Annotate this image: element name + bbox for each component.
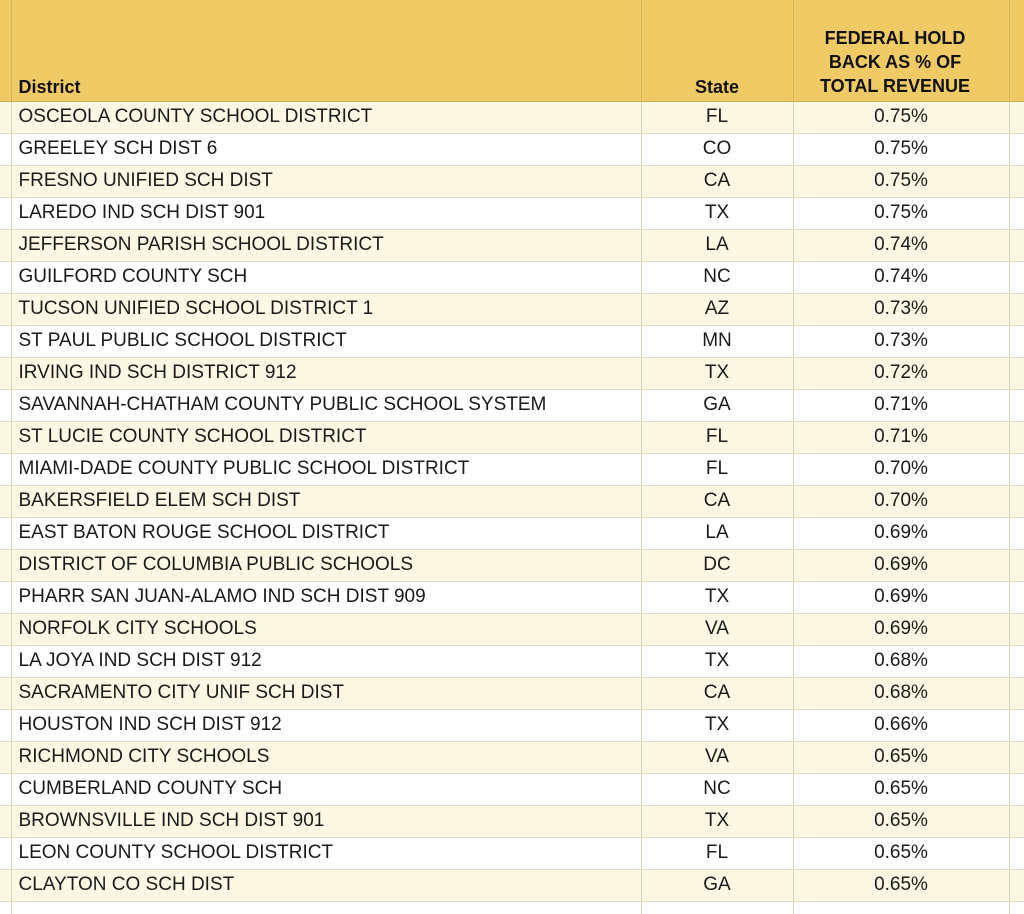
empty-cell[interactable] (1009, 101, 1024, 133)
empty-cell[interactable] (1009, 325, 1024, 357)
pct-cell[interactable]: 0.70% (793, 485, 1009, 517)
gutter-cell[interactable] (0, 453, 11, 485)
district-cell[interactable]: MIAMI-DADE COUNTY PUBLIC SCHOOL DISTRICT (11, 453, 641, 485)
pct-cell[interactable]: 0.72% (793, 357, 1009, 389)
state-cell[interactable]: TX (641, 805, 793, 837)
state-cell[interactable]: GA (641, 869, 793, 901)
table-row (0, 261, 1024, 293)
pct-cell[interactable]: 0.74% (793, 261, 1009, 293)
table-row (0, 357, 1024, 389)
pct-cell[interactable]: 0.71% (793, 389, 1009, 421)
pct-cell[interactable]: 0.73% (793, 293, 1009, 325)
empty-cell[interactable] (1009, 517, 1024, 549)
table-row (0, 421, 1024, 453)
district-cell[interactable]: FRESNO UNIFIED SCH DIST (11, 165, 641, 197)
table-row (0, 389, 1024, 421)
gutter-cell[interactable] (0, 709, 11, 741)
state-cell[interactable]: AZ (641, 293, 793, 325)
empty-cell[interactable] (793, 901, 1009, 914)
pct-cell[interactable]: 0.74% (793, 229, 1009, 261)
district-cell[interactable]: LA JOYA IND SCH DIST 912 (11, 645, 641, 677)
district-cell[interactable]: IRVING IND SCH DISTRICT 912 (11, 357, 641, 389)
empty-cell[interactable] (641, 901, 793, 914)
table-row (0, 805, 1024, 837)
district-cell[interactable]: GUILFORD COUNTY SCH (11, 261, 641, 293)
state-cell[interactable]: LA (641, 229, 793, 261)
table-row (0, 325, 1024, 357)
table-row (0, 741, 1024, 773)
state-cell[interactable]: VA (641, 741, 793, 773)
state-cell[interactable]: TX (641, 357, 793, 389)
pct-cell[interactable]: 0.65% (793, 773, 1009, 805)
table-row (0, 709, 1024, 741)
gutter-cell[interactable] (0, 549, 11, 581)
gutter-cell[interactable] (0, 773, 11, 805)
empty-cell[interactable] (1009, 165, 1024, 197)
table-row (0, 773, 1024, 805)
empty-cell[interactable] (1009, 453, 1024, 485)
table-row (0, 197, 1024, 229)
pct-cell[interactable]: 0.69% (793, 517, 1009, 549)
district-cell[interactable]: NORFOLK CITY SCHOOLS (11, 613, 641, 645)
table-row (0, 485, 1024, 517)
empty-cell[interactable] (1009, 581, 1024, 613)
gutter-cell[interactable] (0, 869, 11, 901)
district-cell[interactable]: DISTRICT OF COLUMBIA PUBLIC SCHOOLS (11, 549, 641, 581)
empty-cell[interactable] (1009, 389, 1024, 421)
table-row (0, 165, 1024, 197)
empty-cell[interactable] (1009, 805, 1024, 837)
gutter-cell[interactable] (0, 357, 11, 389)
table-row (0, 837, 1024, 869)
gutter-cell[interactable] (0, 517, 11, 549)
table-row (0, 869, 1024, 901)
state-cell[interactable]: TX (641, 645, 793, 677)
table-row (0, 133, 1024, 165)
table-row (0, 645, 1024, 677)
table-row (0, 229, 1024, 261)
pct-cell[interactable]: 0.65% (793, 805, 1009, 837)
table-row (0, 101, 1024, 133)
pct-cell[interactable]: 0.66% (793, 709, 1009, 741)
gutter-cell[interactable] (0, 101, 11, 133)
pct-cell[interactable]: 0.73% (793, 325, 1009, 357)
empty-cell[interactable] (0, 901, 11, 914)
pct-cell[interactable]: 0.69% (793, 613, 1009, 645)
pct-cell[interactable]: 0.69% (793, 581, 1009, 613)
gutter-cell[interactable] (0, 325, 11, 357)
gutter-cell[interactable] (0, 741, 11, 773)
empty-cell[interactable] (1009, 709, 1024, 741)
district-cell[interactable]: LAREDO IND SCH DIST 901 (11, 197, 641, 229)
pct-cell[interactable]: 0.75% (793, 133, 1009, 165)
district-cell[interactable]: SAVANNAH-CHATHAM COUNTY PUBLIC SCHOOL SYSTEM (11, 389, 641, 421)
district-cell[interactable]: JEFFERSON PARISH SCHOOL DISTRICT (11, 229, 641, 261)
empty-cell[interactable] (1009, 741, 1024, 773)
pct-cell[interactable]: 0.65% (793, 837, 1009, 869)
gutter-cell[interactable] (0, 293, 11, 325)
table-row (0, 613, 1024, 645)
pct-cell[interactable]: 0.70% (793, 453, 1009, 485)
table-row (0, 517, 1024, 549)
pct-cell[interactable]: 0.75% (793, 197, 1009, 229)
state-cell[interactable]: TX (641, 581, 793, 613)
state-cell[interactable]: NC (641, 261, 793, 293)
gutter-cell[interactable] (0, 581, 11, 613)
district-cell[interactable]: OSCEOLA COUNTY SCHOOL DISTRICT (11, 101, 641, 133)
state-cell[interactable]: FL (641, 101, 793, 133)
empty-cell[interactable] (1009, 645, 1024, 677)
gutter-cell[interactable] (0, 805, 11, 837)
pct-cell[interactable]: 0.71% (793, 421, 1009, 453)
state-cell[interactable]: CA (641, 677, 793, 709)
district-cell[interactable]: EAST BATON ROUGE SCHOOL DISTRICT (11, 517, 641, 549)
header-gutter-cell[interactable] (0, 0, 11, 101)
gutter-cell[interactable] (0, 645, 11, 677)
gutter-cell[interactable] (0, 229, 11, 261)
pct-cell[interactable]: 0.65% (793, 869, 1009, 901)
empty-cell[interactable] (11, 901, 641, 914)
header-state[interactable]: State (641, 0, 793, 101)
empty-cell[interactable] (1009, 197, 1024, 229)
district-cell[interactable]: RICHMOND CITY SCHOOLS (11, 741, 641, 773)
district-cell[interactable]: SACRAMENTO CITY UNIF SCH DIST (11, 677, 641, 709)
empty-cell[interactable] (1009, 837, 1024, 869)
empty-cell[interactable] (1009, 133, 1024, 165)
gutter-cell[interactable] (0, 165, 11, 197)
gutter-cell[interactable] (0, 677, 11, 709)
state-cell[interactable]: TX (641, 709, 793, 741)
gutter-cell[interactable] (0, 485, 11, 517)
pct-cell[interactable]: 0.75% (793, 101, 1009, 133)
empty-cell[interactable] (1009, 261, 1024, 293)
gutter-cell[interactable] (0, 613, 11, 645)
table-row (0, 453, 1024, 485)
state-cell[interactable]: NC (641, 773, 793, 805)
gutter-cell[interactable] (0, 389, 11, 421)
state-cell[interactable]: GA (641, 389, 793, 421)
district-cell[interactable]: CUMBERLAND COUNTY SCH (11, 773, 641, 805)
pct-cell[interactable]: 0.75% (793, 165, 1009, 197)
empty-cell[interactable] (1009, 869, 1024, 901)
state-cell[interactable]: FL (641, 837, 793, 869)
header-district[interactable]: District (11, 0, 641, 101)
state-cell[interactable]: MN (641, 325, 793, 357)
empty-cell[interactable] (1009, 613, 1024, 645)
district-cell[interactable]: ST PAUL PUBLIC SCHOOL DISTRICT (11, 325, 641, 357)
state-cell[interactable]: CA (641, 165, 793, 197)
district-cell[interactable]: ST LUCIE COUNTY SCHOOL DISTRICT (11, 421, 641, 453)
district-cell[interactable]: HOUSTON IND SCH DIST 912 (11, 709, 641, 741)
district-cell[interactable]: CLAYTON CO SCH DIST (11, 869, 641, 901)
empty-cell[interactable] (1009, 901, 1024, 914)
state-cell[interactable]: FL (641, 421, 793, 453)
gutter-cell[interactable] (0, 421, 11, 453)
pct-cell[interactable]: 0.69% (793, 549, 1009, 581)
table-row (0, 549, 1024, 581)
gutter-cell[interactable] (0, 133, 11, 165)
gutter-cell[interactable] (0, 261, 11, 293)
pct-cell[interactable]: 0.65% (793, 741, 1009, 773)
pct-cell[interactable]: 0.68% (793, 645, 1009, 677)
state-cell[interactable]: FL (641, 453, 793, 485)
empty-cell[interactable] (1009, 773, 1024, 805)
state-cell[interactable]: VA (641, 613, 793, 645)
state-cell[interactable]: CO (641, 133, 793, 165)
gutter-cell[interactable] (0, 837, 11, 869)
table-row (0, 677, 1024, 709)
table-row (0, 293, 1024, 325)
district-cell[interactable]: BAKERSFIELD ELEM SCH DIST (11, 485, 641, 517)
gutter-cell[interactable] (0, 197, 11, 229)
empty-row (0, 901, 1024, 914)
header-federal-hold-back-pct[interactable]: FEDERAL HOLD BACK AS % OF TOTAL REVENUE (793, 0, 1009, 101)
empty-cell[interactable] (1009, 293, 1024, 325)
state-cell[interactable]: CA (641, 485, 793, 517)
table-row (0, 581, 1024, 613)
state-cell[interactable]: DC (641, 549, 793, 581)
empty-cell[interactable] (1009, 229, 1024, 261)
empty-cell[interactable] (1009, 677, 1024, 709)
district-cell[interactable]: LEON COUNTY SCHOOL DISTRICT (11, 837, 641, 869)
district-cell[interactable]: TUCSON UNIFIED SCHOOL DISTRICT 1 (11, 293, 641, 325)
state-cell[interactable]: TX (641, 197, 793, 229)
empty-cell[interactable] (1009, 549, 1024, 581)
header-empty-cell[interactable] (1009, 0, 1024, 101)
district-cell[interactable]: GREELEY SCH DIST 6 (11, 133, 641, 165)
empty-cell[interactable] (1009, 485, 1024, 517)
header-row (0, 0, 1024, 101)
empty-cell[interactable] (1009, 421, 1024, 453)
district-cell[interactable]: BROWNSVILLE IND SCH DIST 901 (11, 805, 641, 837)
district-cell[interactable]: PHARR SAN JUAN-ALAMO IND SCH DIST 909 (11, 581, 641, 613)
state-cell[interactable]: LA (641, 517, 793, 549)
empty-cell[interactable] (1009, 357, 1024, 389)
pct-cell[interactable]: 0.68% (793, 677, 1009, 709)
